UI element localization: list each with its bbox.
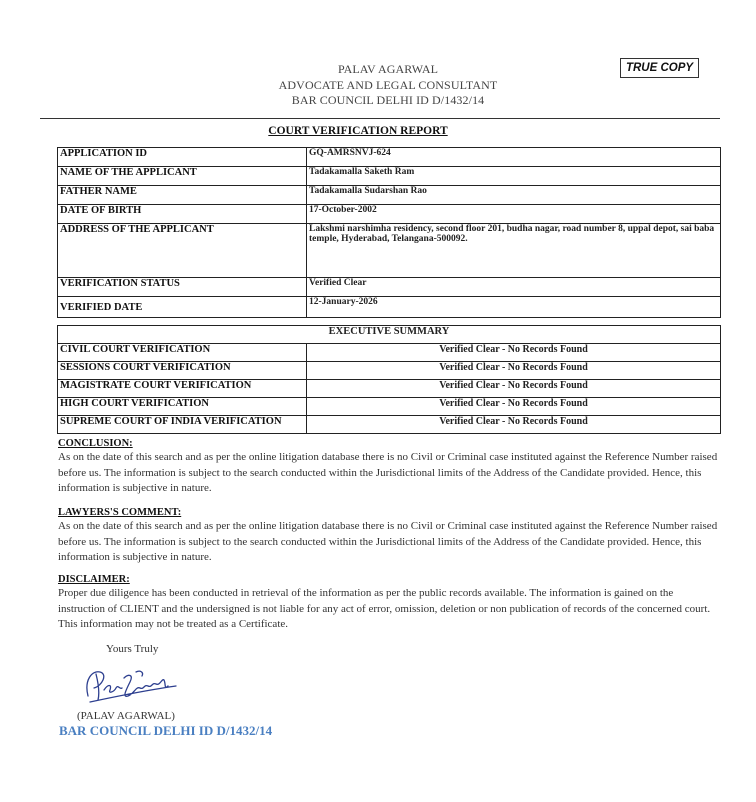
summary-value: Verified Clear - No Records Found bbox=[307, 416, 721, 434]
detail-value: Lakshmi narshimha residency, second floor 201, budha nagar, road number 8, uppal depot, sai baba temple, Hyderabad, Telangana-500092. bbox=[307, 224, 721, 278]
signatory-name: (PALAV AGARWAL) bbox=[77, 710, 175, 722]
table-row bbox=[58, 278, 721, 297]
summary-label: MAGISTRATE COURT VERIFICATION bbox=[58, 380, 307, 398]
detail-label: APPLICATION ID bbox=[58, 148, 307, 167]
advocate-role: ADVOCATE AND LEGAL CONSULTANT bbox=[278, 77, 498, 92]
lawyers-comment-text: As on the date of this search and as per the online litigation database there is no Civil or Criminal case instituted against the Reference Number raised before us. The information is subject to the search conducted within the Jurisdictional limits of the Address of the Candidate provided. Hence, this information is subjective in nature. bbox=[58, 520, 718, 563]
advocate-name: PALAV AGARWAL bbox=[337, 62, 439, 76]
summary-label: HIGH COURT VERIFICATION bbox=[58, 398, 307, 416]
detail-label: NAME OF THE APPLICANT bbox=[58, 167, 307, 186]
signatory-bar-id: BAR COUNCIL DELHI ID D/1432/14 bbox=[59, 723, 273, 738]
detail-value: Tadakamalla Saketh Ram bbox=[307, 167, 721, 186]
disclaimer-section bbox=[58, 573, 722, 633]
summary-value: Verified Clear - No Records Found bbox=[307, 380, 721, 398]
advocate-bar-id: BAR COUNCIL DELHI ID D/1432/14 bbox=[291, 93, 485, 107]
summary-value: Verified Clear - No Records Found bbox=[307, 362, 721, 380]
detail-label: VERIFIED DATE bbox=[58, 297, 307, 318]
table-row bbox=[58, 398, 721, 416]
true-copy-stamp: TRUE COPY bbox=[620, 58, 699, 78]
table-row bbox=[58, 205, 721, 224]
table-row bbox=[58, 344, 721, 362]
detail-label: VERIFICATION STATUS bbox=[58, 278, 307, 297]
signature-image bbox=[78, 660, 188, 708]
report-title: COURT VERIFICATION REPORT bbox=[268, 125, 448, 137]
detail-label: ADDRESS OF THE APPLICANT bbox=[58, 224, 307, 278]
detail-value: 12-January-2026 bbox=[307, 297, 721, 318]
header-divider bbox=[40, 118, 720, 119]
table-row bbox=[58, 224, 721, 278]
table-row bbox=[58, 326, 721, 344]
table-row bbox=[58, 416, 721, 434]
applicant-details-table bbox=[57, 147, 721, 318]
conclusion-section bbox=[58, 437, 722, 497]
detail-value: Tadakamalla Sudarshan Rao bbox=[307, 186, 721, 205]
summary-value: Verified Clear - No Records Found bbox=[307, 344, 721, 362]
closing-salutation: Yours Truly bbox=[106, 643, 159, 655]
disclaimer-text: Proper due diligence has been conducted in retrieval of the information as per the public records available. The information is gained on the instruction of CLIENT and the undersigned is not liable for any act of error, omission, deletion or non publication of records of the concerned court. This information may not be treated as a Certificate. bbox=[58, 587, 711, 630]
executive-summary-table bbox=[57, 325, 721, 434]
table-row bbox=[58, 186, 721, 205]
detail-label: FATHER NAME bbox=[58, 186, 307, 205]
executive-summary-title: EXECUTIVE SUMMARY bbox=[58, 326, 721, 344]
detail-label: DATE OF BIRTH bbox=[58, 205, 307, 224]
detail-value: Verified Clear bbox=[307, 278, 721, 297]
table-row bbox=[58, 380, 721, 398]
detail-value: GQ-AMRSNVJ-624 bbox=[307, 148, 721, 167]
summary-label: SUPREME COURT OF INDIA VERIFICATION bbox=[58, 416, 307, 434]
table-row bbox=[58, 167, 721, 186]
table-row bbox=[58, 148, 721, 167]
summary-label: SESSIONS COURT VERIFICATION bbox=[58, 362, 307, 380]
lawyers-comment-section bbox=[58, 506, 722, 566]
table-row bbox=[58, 362, 721, 380]
detail-value: 17-October-2002 bbox=[307, 205, 721, 224]
summary-value: Verified Clear - No Records Found bbox=[307, 398, 721, 416]
lawyers-comment-heading: LAWYERS'S COMMENT: bbox=[58, 507, 182, 518]
table-row bbox=[58, 297, 721, 318]
conclusion-heading: CONCLUSION: bbox=[58, 438, 133, 449]
disclaimer-heading: DISCLAIMER: bbox=[58, 574, 130, 585]
summary-label: CIVIL COURT VERIFICATION bbox=[58, 344, 307, 362]
conclusion-text: As on the date of this search and as per the online litigation database there is no Civil or Criminal case instituted against the Reference Number raised before us. The information is subject to the search conducted within the Jurisdictional limits of the Address of the Candidate provided. Hence, this information is subjective in nature. bbox=[58, 451, 718, 494]
